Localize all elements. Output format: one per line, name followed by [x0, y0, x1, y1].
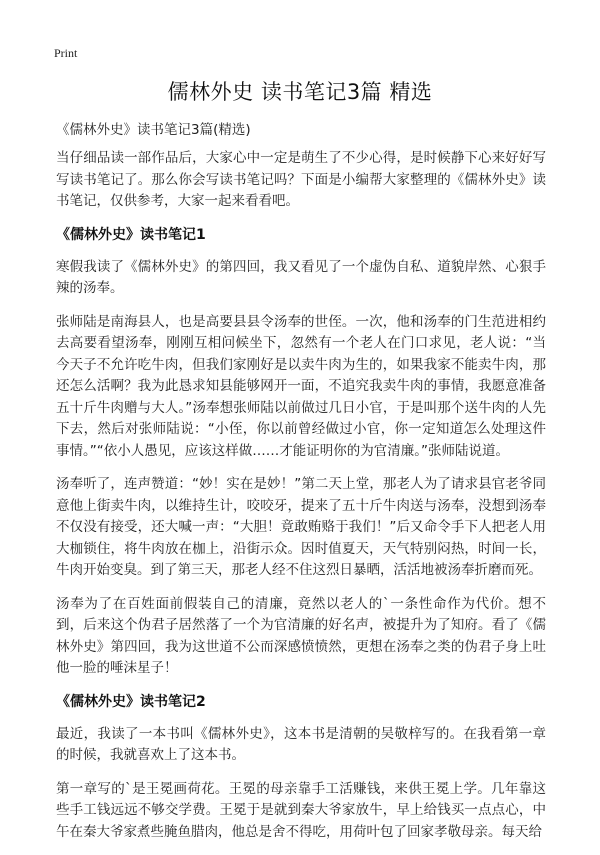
page-title: 儒林外史 读书笔记3篇 精选 — [167, 80, 433, 104]
intro-paragraph: 当仔细品读一部作品后，大家心中一定是萌生了不少心得，是时候静下心来好好写写读书笔记了。那么你会写读书笔记吗？下面是小编帮大家整理的《儒林外史》读书笔记，仅供参考，大家一起来看看吧。 — [56, 150, 546, 209]
paragraph: 张师陆是南海县人，也是高要县县令汤奉的世侄。一次，他和汤奉的门生范进相约去高要看望汤奉，刚刚互相问候坐下，忽然有一个老人在门口求见，老人说：“当今天子不允许吃牛肉，但我们家刚好是以卖牛肉为生的，如果我家不能卖牛肉，那还怎么活啊？我为此恳求知县能够网开一面，不追究我卖牛肉的事情，我愿意准备五十斤牛肉赠与大人。”汤奉想张师陆以前做过几日小官，于是叫那个送牛肉的人先下去，然后对张师陆说：“小侄，你以前曾经做过小官，你一定知道怎么处理这件事情。”“依小人愚见，应该这样做……才能证明你的为官清廉。”张师陆说道。 — [56, 313, 546, 459]
paragraph: 汤奉听了，连声赞道：“妙！实在是妙！”第二天上堂，那老人为了请求县官老爷同意他上街卖牛肉，以维持生计，咬咬牙，提来了五十斤牛肉送与汤奉，没想到汤奉不仅没有接受，还大喊一声：“大胆！竟敢贿赂于我们！”后又命令手下人把老人用大枷锁住，将牛肉放在枷上，沿街示众。因时值夏天，天气特别闷热，时间一长，牛肉开始变臭。到了第三天，那老人经不住这烈日暴晒，活活地被汤奉折磨而死。 — [56, 476, 546, 578]
page-subtitle: 《儒林外史》读书笔记3篇(精选) — [56, 122, 251, 138]
document-body — [56, 148, 546, 855]
paragraph: 汤奉为了在百姓面前假装自己的清廉，竟然以老人的`一条性命作为代价。想不到，后来这个伪君子居然落了一个为官清廉的好名声，被提升为了知府。看了《儒林外史》第四回，我为这世道不公而深感愤愤然，更想在汤奉之类的伪君子身上吐他一脸的唾沫星子！ — [56, 595, 546, 676]
paragraph: 最近，我读了一本书叫《儒林外史》，这本书是清朝的吴敬梓写的。在我看第一章的时候，我就喜欢上了这本书。 — [56, 725, 546, 763]
section-heading-2: 《儒林外史》读书笔记2 — [56, 693, 206, 710]
print-label[interactable]: Print — [54, 46, 78, 60]
paragraph: 第一章写的`是王冕画荷花。王冕的母亲靠手工活赚钱，来供王冕上学。几年靠这些手工钱远远不够交学费。王冕于是就到秦大爷家放牛，早上给钱买一点点心，中午在秦大爷家煮些腌鱼腊肉，他总是舍不得吃，用荷叶包了回家孝敬母亲。每天给 — [56, 780, 546, 840]
section-heading-1: 《儒林外史》读书笔记1 — [56, 226, 206, 243]
paragraph: 寒假我读了《儒林外史》的第四回，我又看见了一个虚伪自私、道貌岸然、心狠手辣的汤奉。 — [56, 258, 546, 296]
